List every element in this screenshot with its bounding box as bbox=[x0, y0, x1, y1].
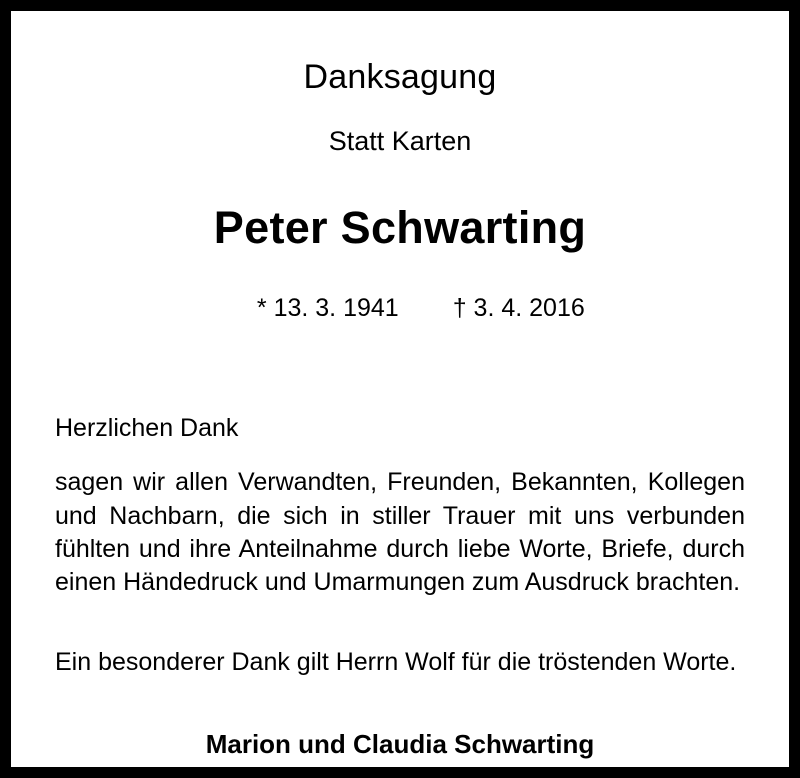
special-thanks: Ein besonderer Dank gilt Herrn Wolf für die tröstenden Worte. bbox=[55, 648, 737, 677]
signature: Marion und Claudia Schwarting bbox=[205, 729, 595, 760]
thanks-body: sagen wir allen Verwandten, Freunden, Bekannten, Kollegen und Nachbarn, die sich in stiller Trauer mit uns verbunden fühlten und ihre Anteilnahme durch liebe Worte, Briefe, durch einen Händedruck und Umarmungen zum Ausdruck brachten. bbox=[55, 468, 745, 597]
birth-date: * 13. 3. 1941 bbox=[256, 294, 399, 323]
subtitle: Statt Karten bbox=[328, 126, 472, 157]
life-dates bbox=[55, 265, 745, 352]
death-date: † 3. 4. 2016 bbox=[452, 294, 585, 323]
obituary-content bbox=[11, 11, 789, 767]
thanks-lead: Herzlichen Dank bbox=[55, 414, 239, 443]
deceased-name: Peter Schwarting bbox=[213, 202, 587, 254]
page-title: Danksagung bbox=[303, 58, 497, 96]
